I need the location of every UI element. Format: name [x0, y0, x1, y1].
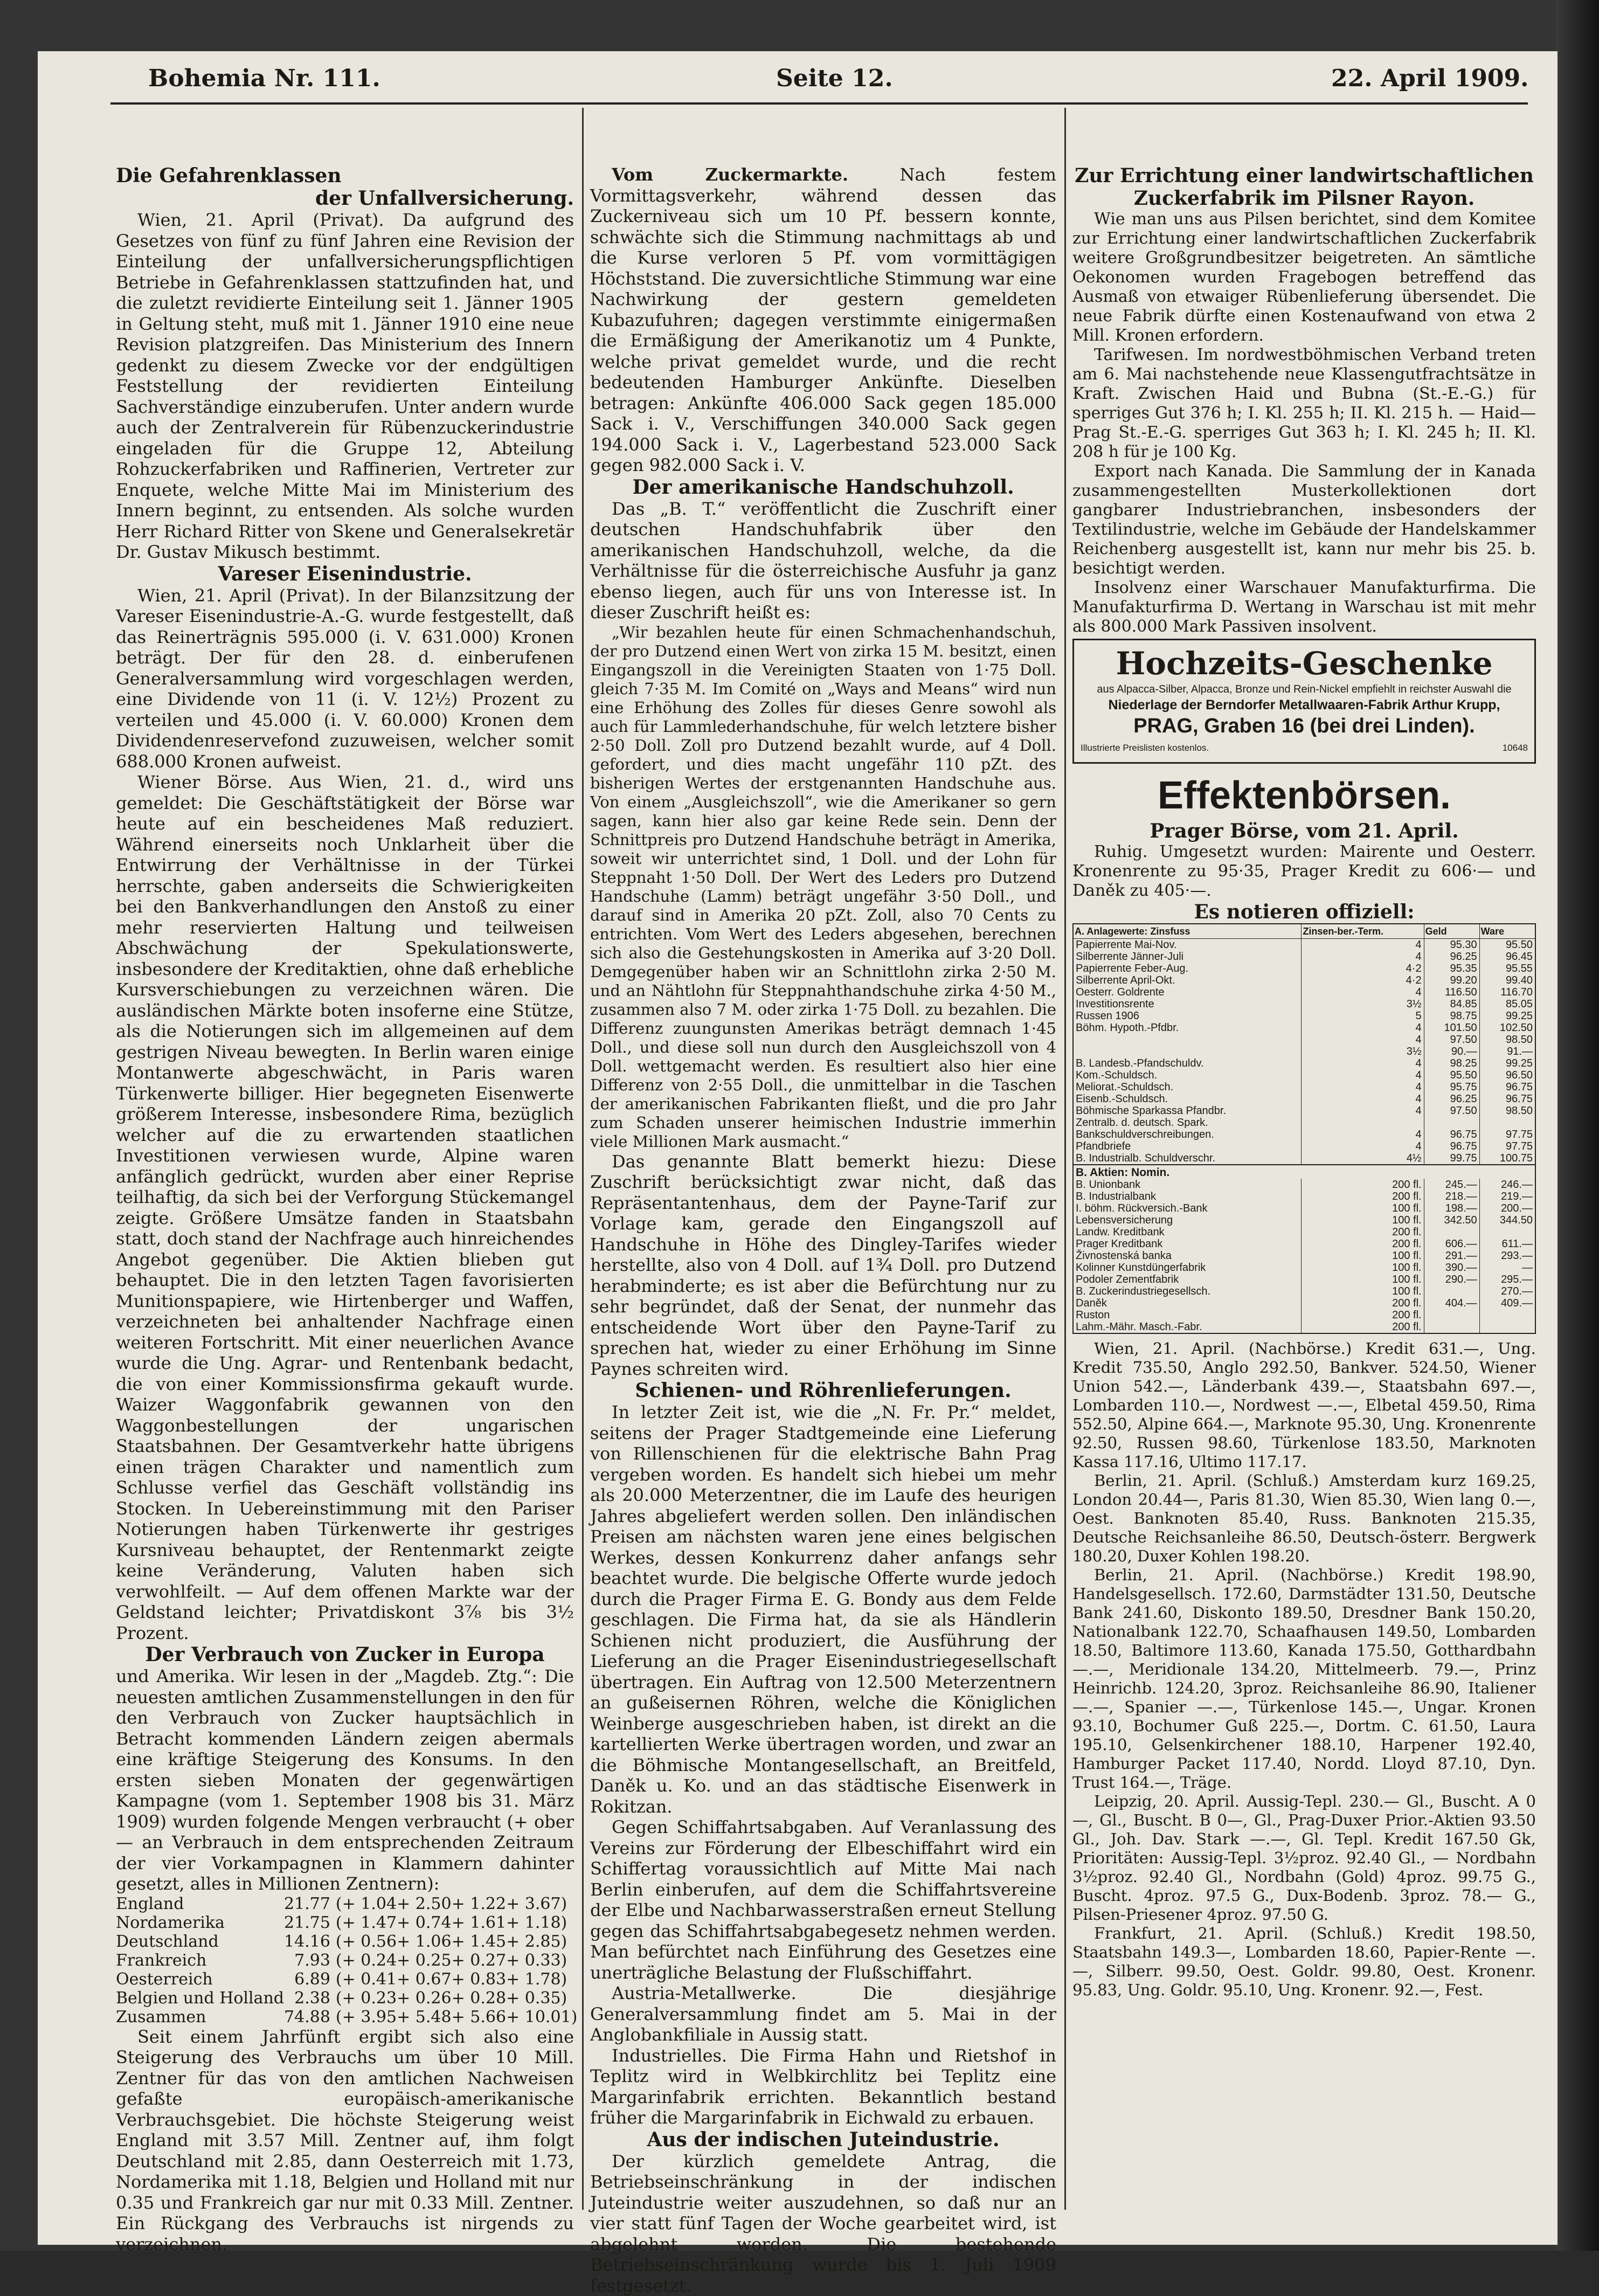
security-name: B. Zuckerindustriegesellsch. [1073, 1285, 1302, 1297]
rate-cell: 100 fl. [1302, 1202, 1424, 1214]
table-row [1073, 963, 1535, 974]
security-name: Russen 1906 [1073, 1010, 1302, 1022]
diff-cell: (+ 3.95 [336, 2008, 397, 2027]
ware-cell: 99.25 [1479, 1057, 1535, 1069]
col-header-security: A. Anlagewerte: Zinsfuss [1073, 924, 1302, 939]
geld-cell: 97.50 [1424, 1034, 1479, 1046]
table-row [116, 1894, 577, 1913]
column-rule-2 [1064, 108, 1066, 2210]
geld-cell [1424, 1321, 1479, 1333]
security-name: Landw. Kreditbank [1073, 1226, 1302, 1238]
ad-company: Niederlage der Berndorfer Metallwaaren-Fabrik Arthur Krupp, [1081, 696, 1528, 714]
rate-cell: 4 [1302, 1140, 1424, 1152]
country-cell: England [116, 1894, 284, 1913]
diff-cell: + 2.85) [506, 1932, 577, 1951]
rate-cell: 100 fl. [1302, 1214, 1424, 1226]
market-report-berlin: Berlin, 21. April. (Schluß.) Amsterdam kurz 169.25, London 20.44—, Paris 81.30, Wien 85.30, Wien lang 0.—, Oest. Banknoten 85.40, Russ. Banknoten 215.35, Deutsche Reichsanleihe 86.50, Deutsch-österr. Bergwerk 180.20, Duxer Kohlen 198.20. [1072, 1471, 1536, 1566]
article-body: Vom Zuckermarkte. Nach festem Vormittagsverkehr, während dessen das Zuckerniveau sich um 10 Pf. bessern konnte, schwächte sich die Stimmung nachmittags ab und die Kurse verloren 5 Pf. vom vormittägigen Höchststand. Die zuversichtliche Stimmung war eine Nachwirkung der gestern gemeldeten Kubazufuhren; dagegen verstimmte einigermaßen die Ermäßigung der Amerikanotiz um 4 Punkte, welche privat gemeldet wurde, und die recht bedeutenden Hamburger Ankünfte. Dieselben betragen: Ankünfte 406.000 Sack gegen 185.000 Sack i. V., Verschiffungen 340.000 Sack gegen 194.000 Sack i. V., Lagerbestand 523.000 Sack gegen 982.000 Sack i. V. [590, 164, 1056, 476]
table-row [116, 1989, 577, 2008]
ware-cell: 344.50 [1479, 1214, 1535, 1226]
diff-cell: (+ 0.41 [336, 1970, 397, 1989]
table-row [116, 1970, 577, 1989]
ware-cell: 246.— [1479, 1179, 1535, 1191]
article-body: Wien, 21. April (Privat). Da aufgrund des Gesetzes von fünf zu fünf Jahren eine Revision der Einteilung der unfallversicherungspflichtigen Betriebe in Gefahrenklassen stattzufinden hat, und die zuletzt revidierte Einteilung seit 1. Jänner 1905 in Geltung steht, muß mit 1. Jänner 1910 eine neue Revision platzgreifen. Das Ministerium des Innern gedenkt zu diesem Zwecke vor der endgültigen Feststellung der revidierten Einteilung Sachverständige einzuberufen. Unter andern wurde auch der Zentralverein für Rübenzuckerindustrie eingeladen für die Gruppe 12, Abteilung Rohzuckerfabriken und Raffinerien, Vertreter zur Enquete, welche Mitte Mai im Ministerium des Innern beginnt, zu entsenden. Als solche wurden Herr Richard Ritter von Skene und Generalsekretär Dr. Gustav Mikusch bestimmt. [116, 210, 574, 563]
table-row [1073, 1034, 1535, 1046]
diff-cell: + 1.61 [452, 1913, 506, 1932]
rate-cell: 200 fl. [1302, 1238, 1424, 1250]
security-name: Papierrente Feber-Aug. [1073, 963, 1302, 974]
geld-cell: 99.75 [1424, 1152, 1479, 1165]
security-name: Kolinner Kunstdüngerfabrik [1073, 1262, 1302, 1274]
advertisement-hochzeits-geschenke [1072, 639, 1536, 764]
market-report-berlin-nachboerse: Berlin, 21. April. (Nachbörse.) Kredit 198.90, Handelsgesellsch. 172.60, Darmstädter 131.50, Deutsche Bank 241.60, Diskonto 189.50, Dresdner Bank 150.20, Nationalbank 122.70, Schaafhausen 149.50, Lombarden 18.50, Baltimore 113.60, Kanada 175.50, Gotthardbahn —.—, Meridionale 134.20, Mittelmeerb. 79.—, Prinz Heinrichb. 124.20, 3proz. Reichsanleihe 86.90, Italiener —.—, Spanier —.—, Türkenlose 145.—, Ungar. Kronen 93.10, Bochumer Guß 225.—, Dortm. C. 61.50, Laura 195.10, Gelsenkirchener 188.10, Harpener 192.40, Hamburger Packet 117.40, Nordd. Lloyd 87.10, Dyn. Trust 164.—, Träge. [1072, 1566, 1536, 1792]
table-row [1073, 1129, 1535, 1140]
table-row [1073, 1226, 1535, 1238]
country-cell: Oesterreich [116, 1970, 284, 1989]
ware-cell: 96.50 [1479, 1069, 1535, 1081]
geld-cell: 98.75 [1424, 1010, 1479, 1022]
col-header-geld: Geld [1424, 924, 1479, 939]
rate-cell: 200 fl. [1302, 1179, 1424, 1191]
security-name: Silberrente Jänner-Juli [1073, 951, 1302, 963]
market-report-frankfurt: Frankfurt, 21. April. (Schluß.) Kredit 198.50, Staatsbahn 149.3—, Lombarden 18.60, Papier-Rente —.—, Silberr. 99.50, Oest. Goldr. 99.80, Oest. Kronenr. 95.83, Ung. Goldr. 95.10, Ung. Kronenr. 92.—, Fest. [1072, 1924, 1536, 2000]
table-row [1073, 1093, 1535, 1105]
security-name: Ruston [1073, 1309, 1302, 1321]
rate-cell: 4 [1302, 939, 1424, 951]
ware-cell: 97.75 [1479, 1129, 1535, 1140]
table-row [116, 1913, 577, 1932]
geld-cell: 90.— [1424, 1046, 1479, 1057]
rate-cell: 200 fl. [1302, 1321, 1424, 1333]
rate-cell: 200 fl. [1302, 1297, 1424, 1309]
ad-title: Hochzeits-Geschenke [1081, 645, 1528, 682]
geld-cell [1424, 1117, 1479, 1129]
rate-cell: 100 fl. [1302, 1262, 1424, 1274]
article-body: Insolvenz einer Warschauer Manufakturfirma. Die Manufakturfirma D. Wertang in Warschau ist mit mehr als 800.000 Mark Passiven insolvent. [1072, 578, 1536, 637]
rate-cell: 4 [1302, 1022, 1424, 1034]
security-name: Meliorat.-Schuldsch. [1073, 1081, 1302, 1093]
geld-cell: 96.75 [1424, 1129, 1479, 1140]
article-body: Austria-Metallwerke. Die diesjährige Generalversammlung findet am 5. Mai in der Anglobankfiliale in Aussig statt. [590, 1983, 1056, 2045]
security-name: Podoler Zementfabrik [1073, 1274, 1302, 1285]
rate-cell: 100 fl. [1302, 1274, 1424, 1285]
ware-cell: 611.— [1479, 1238, 1535, 1250]
rate-cell: 4 [1302, 1057, 1424, 1069]
header-publication: Bohemia Nr. 111. [148, 65, 380, 92]
geld-cell [1424, 1285, 1479, 1297]
ware-cell: 96.75 [1479, 1093, 1535, 1105]
section-title-effektenboersen: Effektenbörsen. [1072, 771, 1536, 820]
table-row [1073, 998, 1535, 1010]
geld-cell: 95.75 [1424, 1081, 1479, 1093]
security-name: Bankschuldverschreibungen. [1073, 1129, 1302, 1140]
diff-cell: + 0.83 [452, 1970, 506, 1989]
security-name: Böhm. Hypoth.-Pfdbr. [1073, 1022, 1302, 1034]
diff-cell: + 0.25 [397, 1951, 451, 1970]
column-1 [116, 164, 574, 2239]
security-name: Prager Kreditbank [1073, 1238, 1302, 1250]
ware-cell: 116.70 [1479, 986, 1535, 998]
article-body: Wien, 21. April (Privat). In der Bilanzsitzung der Vareser Eisenindustrie-A.-G. wurde festgestellt, daß das Reinerträgnis 595.000 (i. V. 631.000) Kronen beträgt. Der für den 28. d. einberufenen Generalversammlung wird vorgeschlagen werden, eine Dividende von 11 (i. V. 12½) Prozent zu verteilen und 45.000 (i. V. 60.000) Kronen dem Dividendenreservefond zuzuweisen, welcher somit 688.000 Kronen aufweist. [116, 585, 574, 772]
diff-cell: + 10.01) [506, 2008, 577, 2027]
rate-cell [1302, 1117, 1424, 1129]
article-title: Zur Errichtung einer landwirtschaftlichen Zuckerfabrik im Pilsner Rayon. [1072, 164, 1536, 210]
rate-cell: 4 [1302, 1069, 1424, 1081]
rate-cell: 4 [1302, 1105, 1424, 1117]
diff-cell: + 5.66 [452, 2008, 506, 2027]
rate-cell: 4½ [1302, 1152, 1424, 1165]
rate-cell: 4 [1302, 1129, 1424, 1140]
geld-cell: 95.30 [1424, 939, 1479, 951]
security-name: Eisenb.-Schuldsch. [1073, 1093, 1302, 1105]
ware-cell: 98.50 [1479, 1034, 1535, 1046]
value-cell: 6.89 [284, 1970, 336, 1989]
table-row [1073, 1309, 1535, 1321]
table-row [1073, 1105, 1535, 1117]
security-name: I. böhm. Rückversich.-Bank [1073, 1202, 1302, 1214]
article-body: Das genannte Blatt bemerkt hiezu: Diese Zuschrift berücksichtigt zwar nicht, daß das Repräsentantenhaus, dem der Payne-Tarif zur Vorlage kam, gerade den Eingangszoll auf Handschuhe in Höhe des Dingley-Tarifes wieder herstellte, also von 4 Doll. auf 1¾ Doll. pro Dutzend herabminderte; es ist aber die Befürchtung nur zu sehr begründet, daß der Senat, der nunmehr das entscheidende Wort über den Payne-Tarif zu sprechen hat, wieder zu einer Erhöhung im Sinne Paynes schreiten wird. [590, 1151, 1056, 1380]
rate-cell: 3½ [1302, 998, 1424, 1010]
geld-cell: 96.25 [1424, 1093, 1479, 1105]
article-title: Aus der indischen Juteindustrie. [590, 2128, 1056, 2151]
value-cell: 2.38 [284, 1989, 336, 2008]
table-row [1073, 986, 1535, 998]
country-cell: Belgien und Holland [116, 1989, 284, 2008]
table-row [1073, 1179, 1535, 1191]
table-row [1073, 951, 1535, 963]
section-aktien: B. Aktien: Nomin. [1073, 1165, 1535, 1179]
table-row [1073, 1214, 1535, 1226]
table-row [116, 1951, 577, 1970]
security-name: B. Industrialb. Schuldverschr. [1073, 1152, 1302, 1165]
article-body: Wiener Börse. Aus Wien, 21. d., wird uns gemeldet: Die Geschäftstätigkeit der Börse war heute auf ein bescheidenes Maß reduziert. Während einerseits noch Unklarheit über die Entwirrung der Verhältnisse in der Türkei herrschte, gaben anderseits die Schwierigkeiten bei den Bankverhandlungen den Anstoß zu einer mehr reservierten Haltung und teilweisen Abschwächung der Spekulationswerte, insbesondere der Kreditaktien, ohne daß erhebliche Kursverschiebungen zu verzeichnen wären. Die ausländischen Märkte boten insoferne eine Stütze, als die Notierungen sich im allgemeinen auf dem gestrigen Niveau bewegten. In Berlin waren einige Montanwerte abgeschwächt, in Paris waren Türkenwerte billiger. Hier begegneten Eisenwerte größerem Interesse, insbesondere Rima, bezüglich welcher auf die zu erwartenden staatlichen Investitionen verwiesen wurde, Alpine waren anfänglich gedrückt, wurden aber einer Reprise teilhaftig, da sich bei der Verforgung Stückemangel zeigte. Größere Umsätze fanden in Staatsbahn statt, doch stand der Nachfrage auch hinreichendes Angebot gegenüber. Die Aktien blieben gut behauptet. Die in den letzten Tagen favorisierten Munitionspapiere, wie Hirtenberger und Waffen, verzeichneten bei anhaltender Nachfrage einen weiteren Fortschritt. Mit einer neuerlichen Avance wurde die Ung. Agrar- und Rentenbank bedacht, die von einer Kommissionsfirma gekauft wurde. Waizer Waggonfabrik gewannen von den Waggonbestellungen der ungarischen Staatsbahnen. Der Gesamtverkehr hatte übrigens einen trägen Charakter und namentlich zum Schlusse verfiel das Geschäft vollständig ins Stocken. In Uebereinstimmung mit den Pariser Notierungen haben Türkenwerte ihr gestriges Kursniveau behauptet, der Rentenmarkt zeigte keine Veränderung, Valuten haben sich verwohlfeilt. — Auf dem offenen Markte war der Geldstand leichter; Privatdiskont 3⅞ bis 3½ Prozent. [116, 772, 574, 1643]
official-quotes-heading: Es notieren offiziell: [1072, 901, 1536, 923]
security-name [1073, 1034, 1302, 1046]
rate-cell: 4·2 [1302, 963, 1424, 974]
geld-cell [1424, 1309, 1479, 1321]
security-name: Oesterr. Goldrente [1073, 986, 1302, 998]
ware-cell: 219.— [1479, 1191, 1535, 1202]
geld-cell: 390.— [1424, 1262, 1479, 1274]
diff-cell: + 1.18) [506, 1913, 577, 1932]
diff-cell: + 1.78) [506, 1970, 577, 1989]
geld-cell: 606.— [1424, 1238, 1479, 1250]
market-summary: Ruhig. Umgesetzt wurden: Mairente und Oesterr. Kronenrente zu 95·35, Prager Kredit zu 606·— und Daněk zu 405·—. [1072, 842, 1536, 901]
geld-cell: 96.25 [1424, 951, 1479, 963]
table-row [1073, 974, 1535, 986]
geld-cell: 218.— [1424, 1191, 1479, 1202]
stock-quotes-table [1072, 923, 1536, 1334]
security-name: Pfandbriefe [1073, 1140, 1302, 1152]
geld-cell: 198.— [1424, 1202, 1479, 1214]
security-name: Živnostenská banka [1073, 1250, 1302, 1262]
article-body: Seit einem Jahrfünft ergibt sich also eine Steigerung des Verbrauchs um über 10 Mill. Zentner für das von den amtlichen Nachweisen gefaßte europäisch-amerikanische Verbrauchsgebiet. Die höchste Steigerung weist England mit 3.57 Mill. Zentner auf, ihm folgt Deutschland mit 2.85, dann Oesterreich mit 1.73, Nordamerika mit 1.18, Belgien und Holland mit nur 0.35 und Frankreich gar nur mit 0.33 Mill. Zentner. Ein Rückgang des Verbrauchs ist nirgends zu verzeichnen. [116, 2027, 574, 2255]
geld-cell: 96.75 [1424, 1140, 1479, 1152]
rate-cell: 4 [1302, 1093, 1424, 1105]
column-rule-1 [582, 108, 584, 2210]
diff-cell: (+ 1.47 [336, 1913, 397, 1932]
ware-cell: 91.— [1479, 1046, 1535, 1057]
header-page-number: Seite 12. [776, 65, 893, 92]
value-cell: 21.77 [284, 1894, 336, 1913]
ware-cell [1479, 1321, 1535, 1333]
rate-cell: 4 [1302, 951, 1424, 963]
rate-cell: 5 [1302, 1010, 1424, 1022]
ware-cell: 102.50 [1479, 1022, 1535, 1034]
market-report-leipzig: Leipzig, 20. April. Aussig-Tepl. 230.— Gl., Buscht. A 0—, Gl., Buscht. B 0—, Gl., Prag-Duxer Prior.-Aktien 93.50 Gl., Joh. Dav. Stark —.—, Gl. Tepl. Kredit 167.50 Gk, Prioritäten: Aussig-Tepl. 3½proz. 92.40 Gl., — Nordbahn 3½proz. 92.40 Gl., Nordbahn (Gold) 4proz. 99.75 G., Buscht. 4proz. 97.5 G., Dux-Bodenb. 3proz. 78.— G., Pilsen-Priesener 4proz. 97.50 G. [1072, 1792, 1536, 1924]
book-spine-shadow [1556, 0, 1599, 2251]
table-row [1073, 1297, 1535, 1309]
diff-cell: (+ 0.56 [336, 1932, 397, 1951]
column-2 [590, 164, 1056, 2239]
ware-cell: 100.75 [1479, 1152, 1535, 1165]
geld-cell: 99.20 [1424, 974, 1479, 986]
geld-cell: 95.50 [1424, 1069, 1479, 1081]
diff-cell: + 1.45 [452, 1932, 506, 1951]
ware-cell: 295.— [1479, 1274, 1535, 1285]
table-row [116, 2008, 577, 2027]
geld-cell: 95.35 [1424, 963, 1479, 974]
article-title: Der amerikanische Handschuhzoll. [590, 476, 1056, 499]
sugar-consumption-table [116, 1894, 577, 2027]
diff-cell: + 3.67) [506, 1894, 577, 1913]
ware-cell: 96.45 [1479, 951, 1535, 963]
article-body: und Amerika. Wir lesen in der „Magdeb. Ztg.“: Die neuesten amtlichen Zusammenstellungen in den für den Verbrauch von Zucker hauptsächlich in Betracht kommenden Ländern zeigen abermals eine kräftige Steigerung des Konsums. In den ersten sieben Monaten der gegenwärtigen Kampagne (vom 1. September 1908 bis 31. März 1909) wurden folgende Mengen verbraucht (+ ober — an Verbrauch in dem entsprechenden Zeitraum der vier Vorkampagnen in Klammern dahinter gesetzt, alles in Millionen Zentnern): [116, 1666, 574, 1894]
security-name: B. Unionbank [1073, 1179, 1302, 1191]
security-name: Lahm.-Mähr. Masch.-Fabr. [1073, 1321, 1302, 1333]
geld-cell: 245.— [1424, 1179, 1479, 1191]
diff-cell: + 0.26 [397, 1989, 451, 2008]
rate-cell: 4 [1302, 986, 1424, 998]
table-row [1073, 1057, 1535, 1069]
geld-cell: 291.— [1424, 1250, 1479, 1262]
rate-cell: 4·2 [1302, 974, 1424, 986]
diff-cell: + 1.06 [397, 1932, 451, 1951]
ware-cell: 200.— [1479, 1202, 1535, 1214]
diff-cell: + 5.48 [397, 2008, 451, 2027]
article-body: Industrielles. Die Firma Hahn und Rietshof in Teplitz wird in Welbkirchlitz bei Teplitz eine Margarinfabrik errichten. Bekanntlich bestand früher die Margarinfabrik in Eichwald zu erbauen. [590, 2045, 1056, 2128]
rate-cell: 100 fl. [1302, 1285, 1424, 1297]
security-name [1073, 1046, 1302, 1057]
ware-cell: 99.40 [1479, 974, 1535, 986]
ware-cell [1479, 1226, 1535, 1238]
article-body: Gegen Schiffahrtsabgaben. Auf Veranlassung des Vereins zur Förderung der Elbeschiffahrt wird ein Schiffertag voraussichtlich auf Mitte Mai nach Berlin einberufen, auf dem die Schiffahrtsvereine der Elbe und Nachbarwasserstraßen erneut Stellung gegen das Schiffahrtsabgabegesetz nehmen werden. Man befürchtet nach Einführung des Gesetzes eine unerträgliche Belastung der Flußschiffahrt. [590, 1817, 1056, 1983]
rate-cell: 100 fl. [1302, 1250, 1424, 1262]
diff-cell: + 0.67 [397, 1970, 451, 1989]
geld-cell: 116.50 [1424, 986, 1479, 998]
geld-cell: 98.25 [1424, 1057, 1479, 1069]
table-row [1073, 1321, 1535, 1333]
column-3 [1072, 164, 1536, 2239]
table-row [1073, 1022, 1535, 1034]
value-cell: 21.75 [284, 1913, 336, 1932]
article-title: Vareser Eisenindustrie. [116, 563, 574, 585]
ware-cell: 95.50 [1479, 939, 1535, 951]
security-name: Böhmische Sparkassa Pfandbr. [1073, 1105, 1302, 1117]
security-name: Kom.-Schuldsch. [1073, 1069, 1302, 1081]
table-row [1073, 1262, 1535, 1274]
article-title: Der Verbrauch von Zucker in Europa [116, 1643, 574, 1666]
ware-cell [1479, 1309, 1535, 1321]
diff-cell: + 0.28 [452, 1989, 506, 2008]
ad-address: PRAG, Graben 16 (bei drei Linden). [1081, 714, 1528, 738]
ware-cell: 270.— [1479, 1285, 1535, 1297]
ware-cell: 85.05 [1479, 998, 1535, 1010]
diff-cell: + 0.35) [506, 1989, 577, 2008]
diff-cell: + 1.22 [452, 1894, 506, 1913]
value-cell: 14.16 [284, 1932, 336, 1951]
diff-cell: + 0.27 [452, 1951, 506, 1970]
market-report-wien: Wien, 21. April. (Nachbörse.) Kredit 631.—, Ung. Kredit 735.50, Anglo 292.50, Bankver. 524.50, Wiener Union 542.—, Länderbank 439.—, Staatsbahn 697.—, Lombarden 110.—, Nordwest —.—, Elbetal 459.50, Rima 552.50, Alpine 664.—, Marknote 95.30, Ung. Kronenrente 92.50, Russen 98.60, Türkenlose 183.50, Marknoten Kassa 117.16, Ultimo 117.17. [1072, 1339, 1536, 1471]
rate-cell: 200 fl. [1302, 1309, 1424, 1321]
table-row [1073, 1285, 1535, 1297]
table-row [1073, 1274, 1535, 1285]
market-subtitle: Prager Börse, vom 21. April. [1072, 820, 1536, 842]
geld-cell: 290.— [1424, 1274, 1479, 1285]
article-body: Tarifwesen. Im nordwestböhmischen Verband treten am 6. Mai nachstehende neue Klassengutfrachtsätze in Kraft. Zwischen Haid und Bubna (St.-E.-G.) für sperriges Gut 376 h; I. Kl. 255 h; II. Kl. 215 h. — Haid—Prag St.-E.-G. sperriges Gut 363 h; I. Kl. 245 h; II. Kl. 208 h für je 100 Kg. [1072, 345, 1536, 462]
rate-cell: 200 fl. [1302, 1191, 1424, 1202]
geld-cell: 404.— [1424, 1297, 1479, 1309]
table-row [1073, 1202, 1535, 1214]
ware-cell: 95.55 [1479, 963, 1535, 974]
geld-cell: 84.85 [1424, 998, 1479, 1010]
ware-cell: 293.— [1479, 1250, 1535, 1262]
table-row [1073, 939, 1535, 951]
table-row [1073, 1117, 1535, 1129]
rate-cell: 4 [1302, 1081, 1424, 1093]
quoted-letter: „Wir bezahlen heute für einen Schmachenhandschuh, der pro Dutzend einen Wert von zirka 15 M. besitzt, einen Eingangszoll in die Vereinigten Staaten von 1·75 Doll. gleich 7·35 M. Im Comité on „Ways and Means“ wird nun eine Erhöhung des Zolles für dieses Genre sowohl als auch für Lammlederhandschuhe, für welch letztere bisher 2·50 Doll. Zoll pro Dutzend bezahlt wurde, auf 4 Doll. gefordert, und dies macht ungefähr 110 pZt. des bisherigen Wertes der erstgenannten Handschuhe aus. Von einem „Ausgleichszoll“, wie die Amerikaner so gern sagen, kann hier also gar keine Rede sein. Denn der Schnittpreis pro Dutzend Handschuhe beträgt in Amerika, soweit wir unterrichtet sind, 1 Doll. und der Lohn für Steppnaht 1·50 Doll. Der Wert des Leders pro Dutzend Handschuhe (Lamm) beträgt ungefähr 3·50 Doll., und darauf sind in Amerika 20 pZt. Zoll, also 70 Cents zu entrichten. Vom Wert des Leders abgesehen, berechnen sich also die Gestehungskosten in Amerika auf 3·20 Doll. Demgegenüber haben wir an Schnittlohn zirka 2·50 M. und an Nähtlohn für Steppnahthandschuhe zirka 4·50 M., zusammen also 7 M. oder zirka 1·75 Doll. zu bezahlen. Die Differenz zuungunsten Amerikas beträgt demnach 1·45 Doll., und diese soll nun durch den Ausgleichszoll von 4 Doll. wettgemacht werden. Es resultiert also hier eine Differenz von 2·55 Doll., die unmittelbar in die Taschen der amerikanischen Fabrikanten fließt, und die pro Jahr zum Schaden unserer heimischen Industrie immerhin viele Millionen Mark ausmacht.“ [590, 623, 1056, 1151]
ware-cell: 99.25 [1479, 1010, 1535, 1022]
table-row [1073, 1152, 1535, 1165]
ware-cell: — [1479, 1262, 1535, 1274]
header-rule [110, 102, 1528, 105]
diff-cell: + 0.33) [506, 1951, 577, 1970]
value-cell: 7.93 [284, 1951, 336, 1970]
table-row [1073, 1046, 1535, 1057]
security-name: Silberrente April-Okt. [1073, 974, 1302, 986]
col-header-term: Zinsen-ber.-Term. [1302, 924, 1424, 939]
value-cell: 74.88 [284, 2008, 336, 2027]
ware-cell [1479, 1117, 1535, 1129]
diff-cell: + 2.50 [397, 1894, 451, 1913]
table-row [1073, 1238, 1535, 1250]
table-row [1073, 1191, 1535, 1202]
security-name: Investitionsrente [1073, 998, 1302, 1010]
article-body: Das „B. T.“ veröffentlicht die Zuschrift einer deutschen Handschuhfabrik über den amerikanischen Handschuhzoll, welche, da die Verhältnisse für die österreichische Ausfuhr ja ganz ebenso liegen, auch für uns von Interesse ist. In dieser Zuschrift heißt es: [590, 499, 1056, 623]
geld-cell: 101.50 [1424, 1022, 1479, 1034]
table-row [1073, 1250, 1535, 1262]
geld-cell: 342.50 [1424, 1214, 1479, 1226]
rate-cell: 3½ [1302, 1046, 1424, 1057]
article-body: Der kürzlich gemeldete Antrag, die Betriebseinschränkung in der indischen Juteindustrie weiter auszudehnen, so daß nur an vier statt fünf Tagen der Woche gearbeitet wird, ist abgelehnt worden. Die bestehende Betriebseinschränkung wurde bis 1. Juli 1909 festgesetzt. [590, 2151, 1056, 2296]
table-row [1073, 1069, 1535, 1081]
rate-cell: 4 [1302, 1034, 1424, 1046]
table-row [1073, 1010, 1535, 1022]
article-body: In letzter Zeit ist, wie die „N. Fr. Pr.“ meldet, seitens der Prager Stadtgemeinde eine Lieferung von Rillenschienen für die elektrische Bahn Prag vergeben worden. Es handelt sich hiebei um mehr als 20.000 Meterzentner, die im Laufe des heurigen Jahres abgeliefert werden sollen. Den inländischen Preisen am nächsten waren jene eines belgischen Werkes, dessen Konkurrenz daher anfangs sehr beachtet wurde. Die belgische Offerte wurde jedoch durch die Prager Firma E. G. Bondy aus dem Felde geschlagen. Die Firma hat, da sie als Händlerin Schienen nicht produziert, die Ausführung der Lieferung an die Prager Eisenindustriegesellschaft übertragen. Ein Auftrag von 12.500 Meterzentnern an gußeisernen Röhren, welche die Königlichen Weinberge ausgeschrieben haben, ist direkt an die kartellierten Werke übertragen worden, und zwar an die Böhmische Montangesellschaft, an Breitfeld, Daněk u. Ko. und an das städtische Eisenwerk in Rokitzan. [590, 1402, 1056, 1817]
table-row [1073, 1081, 1535, 1093]
ware-cell: 409.— [1479, 1297, 1535, 1309]
geld-cell: 97.50 [1424, 1105, 1479, 1117]
security-name: Papierrente Mai-Nov. [1073, 939, 1302, 951]
col-header-ware: Ware [1479, 924, 1535, 939]
security-name: B. Landesb.-Pfandschuldv. [1073, 1057, 1302, 1069]
country-cell: Zusammen [116, 2008, 284, 2027]
article-body: Wie man uns aus Pilsen berichtet, sind dem Komitee zur Errichtung einer landwirtschaftlichen Zuckerfabrik weitere Großgrundbesitzer beigetreten. An sämtliche Oekonomen wurden Fragebogen betreffend das Ausmaß von etwaiger Rübenlieferung übersendet. Die neue Fabrik dürfte einen Kostenaufwand von etwa 2 Mill. Kronen erfordern. [1072, 210, 1536, 345]
country-cell: Deutschland [116, 1932, 284, 1951]
ware-cell: 96.75 [1479, 1081, 1535, 1093]
security-name: Zentralb. d. deutsch. Spark. [1073, 1117, 1302, 1129]
ware-cell: 97.75 [1479, 1140, 1535, 1152]
article-title: Die Gefahrenklassen [116, 164, 574, 187]
ad-subtitle: aus Alpacca-Silber, Alpacca, Bronze und Rein-Nickel empfiehlt in reichster Auswahl die [1081, 682, 1528, 696]
ad-footnote: Illustrierte Preislisten kostenlos. [1081, 738, 1209, 758]
security-name: B. Industrialbank [1073, 1191, 1302, 1202]
ad-number: 10648 [1503, 738, 1528, 758]
ware-cell: 98.50 [1479, 1105, 1535, 1117]
security-name: Lebensversicherung [1073, 1214, 1302, 1226]
country-cell: Nordamerika [116, 1913, 284, 1932]
article-title: der Unfallversicherung. [116, 187, 574, 210]
diff-cell: (+ 1.04 [336, 1894, 397, 1913]
geld-cell [1424, 1226, 1479, 1238]
diff-cell: (+ 0.23 [336, 1989, 397, 2008]
header-date: 22. April 1909. [1331, 65, 1528, 92]
diff-cell: (+ 0.24 [336, 1951, 397, 1970]
security-name: Daněk [1073, 1297, 1302, 1309]
article-title: Vom Zuckermarkte. [612, 164, 848, 185]
country-cell: Frankreich [116, 1951, 284, 1970]
article-body: Export nach Kanada. Die Sammlung der in Kanada zusammengestellten Musterkollektionen dort gangbarer Industriebranchen, insbesonders der Textilindustrie, welche im Gebäude der Handelskammer Reichenberg ausgestellt ist, kann nur mehr bis 25. b. besichtigt werden. [1072, 462, 1536, 578]
rate-cell: 200 fl. [1302, 1226, 1424, 1238]
diff-cell: + 0.74 [397, 1913, 451, 1932]
table-row [1073, 1140, 1535, 1152]
article-title: Schienen- und Röhrenlieferungen. [590, 1379, 1056, 1402]
table-row [116, 1932, 577, 1951]
